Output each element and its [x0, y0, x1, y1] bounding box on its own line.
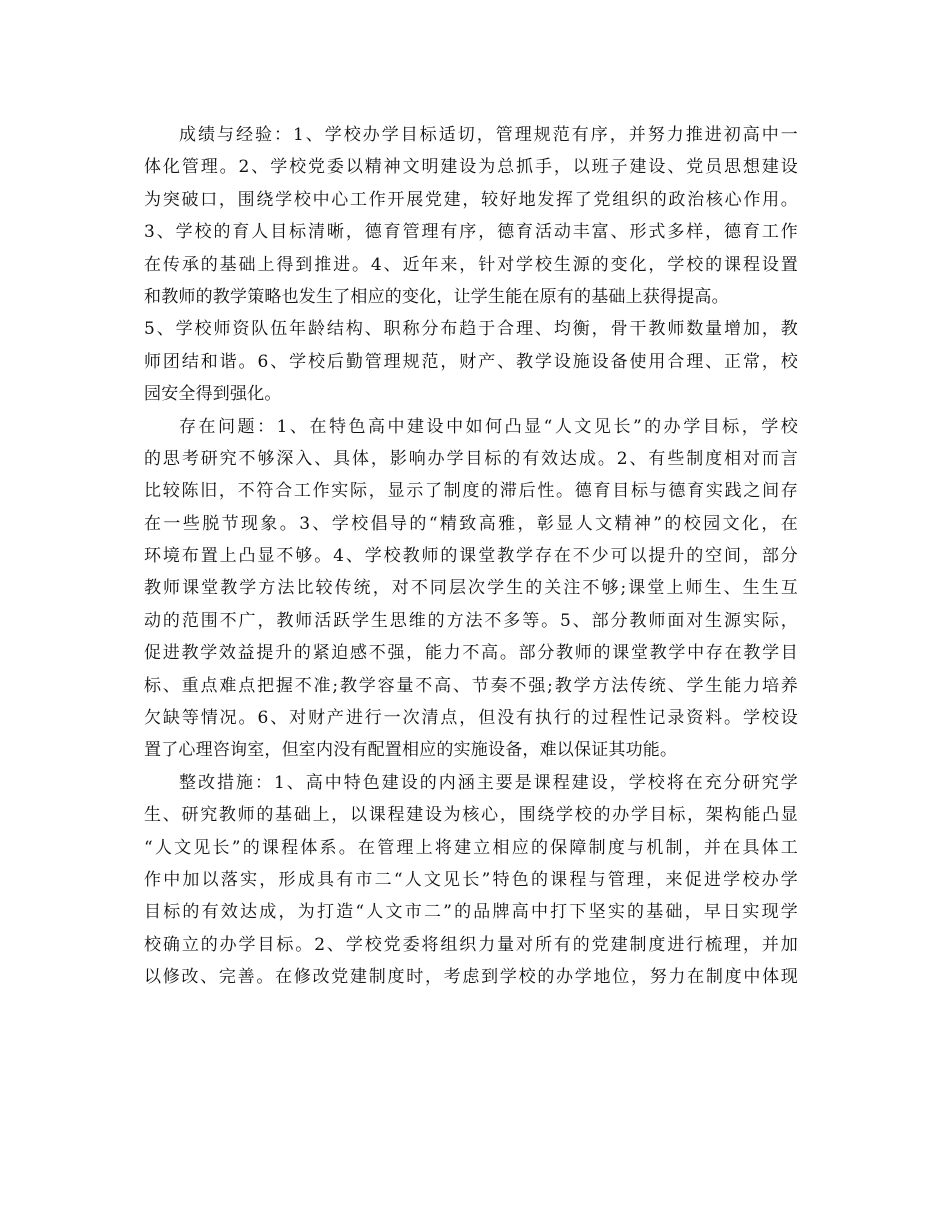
text-line: 目标的有效达成，为打造“人文市二”的品牌高中打下坚实的基础，早日实现学: [144, 902, 798, 923]
text-line: 促进教学效益提升的紧迫感不强，能力不高。部分教师的课堂教学中存在教学目: [144, 643, 798, 664]
text-line: 标、重点难点把握不准;教学容量不高、节奏不强;教学方法传统、学生能力培养: [144, 675, 798, 696]
text-line: 动的范围不广，教师活跃学生思维的方法不多等。5、部分教师面对生源实际，: [144, 610, 798, 631]
text-line: 的思考研究不够深入、具体，影响办学目标的有效达成。2、有些制度相对而言: [144, 448, 798, 469]
text-line: 3、学校的育人目标清晰，德育管理有序，德育活动丰富、形式多样，德育工作: [144, 222, 798, 243]
text-line: 置了心理咨询室，但室内没有配置相应的实施设备，难以保证其功能。: [144, 740, 678, 761]
text-line: 在传承的基础上得到推进。4、近年来，针对学校生源的变化，学校的课程设置: [144, 254, 798, 275]
text-line: 成绩与经验：1、学校办学目标适切，管理规范有序，并努力推进初高中一: [179, 125, 798, 145]
text-line: 比较陈旧，不符合工作实际，显示了制度的滞后性。德育目标与德育实践之间存: [144, 481, 798, 502]
text-line: 生、研究教师的基础上，以课程建设为核心，围绕学校的办学目标，架构能凸显: [144, 805, 798, 826]
text-line: 为突破口，围绕学校中心工作开展党建，较好地发挥了党组织的政治核心作用。: [144, 189, 798, 210]
text-line: 以修改、完善。在修改党建制度时，考虑到学校的办学地位，努力在制度中体现: [144, 967, 798, 988]
text-line: “人文见长”的课程体系。在管理上将建立相应的保障制度与机制，并在具体工: [144, 837, 798, 858]
text-line: 作中加以落实，形成具有市二“人文见长”特色的课程与管理，来促进学校办学: [144, 869, 798, 890]
text-line: 5、学校师资队伍年龄结构、职称分布趋于合理、均衡，骨干教师数量增加，教: [144, 319, 798, 340]
text-line: 体化管理。2、学校党委以精神文明建设为总抓手，以班子建设、党员思想建设: [144, 157, 798, 178]
text-line: 师团结和谐。6、学校后勤管理规范，财产、教学设施设备使用合理、正常，校: [144, 351, 798, 372]
text-line: 整改措施：1、高中特色建设的内涵主要是课程建设，学校将在充分研究学: [179, 772, 798, 793]
text-line: 教师课堂教学方法比较传统，对不同层次学生的关注不够;课堂上师生、生生互: [144, 578, 798, 599]
text-line: 和教师的教学策略也发生了相应的变化，让学生能在原有的基础上获得提高。: [144, 286, 729, 307]
text-line: 环境布置上凸显不够。4、学校教师的课堂教学存在不少可以提升的空间，部分: [144, 546, 798, 567]
paragraph-measures: [144, 767, 798, 994]
paragraph-achievements: [144, 119, 798, 411]
text-line: 园安全得到强化。: [144, 384, 282, 405]
text-line: 存在问题：1、在特色高中建设中如何凸显“人文见长”的办学目标，学校: [179, 416, 798, 437]
paragraph-problems: [144, 411, 798, 767]
text-line: 在一些脱节现象。3、学校倡导的“精致高雅，彰显人文精神”的校园文化，在: [144, 513, 798, 534]
text-line: 校确立的办学目标。2、学校党委将组织力量对所有的党建制度进行梳理，并加: [144, 934, 798, 955]
text-line: 欠缺等情况。6、对财产进行一次清点，但没有执行的过程性记录资料。学校设: [144, 708, 798, 729]
document-page: [144, 119, 798, 994]
